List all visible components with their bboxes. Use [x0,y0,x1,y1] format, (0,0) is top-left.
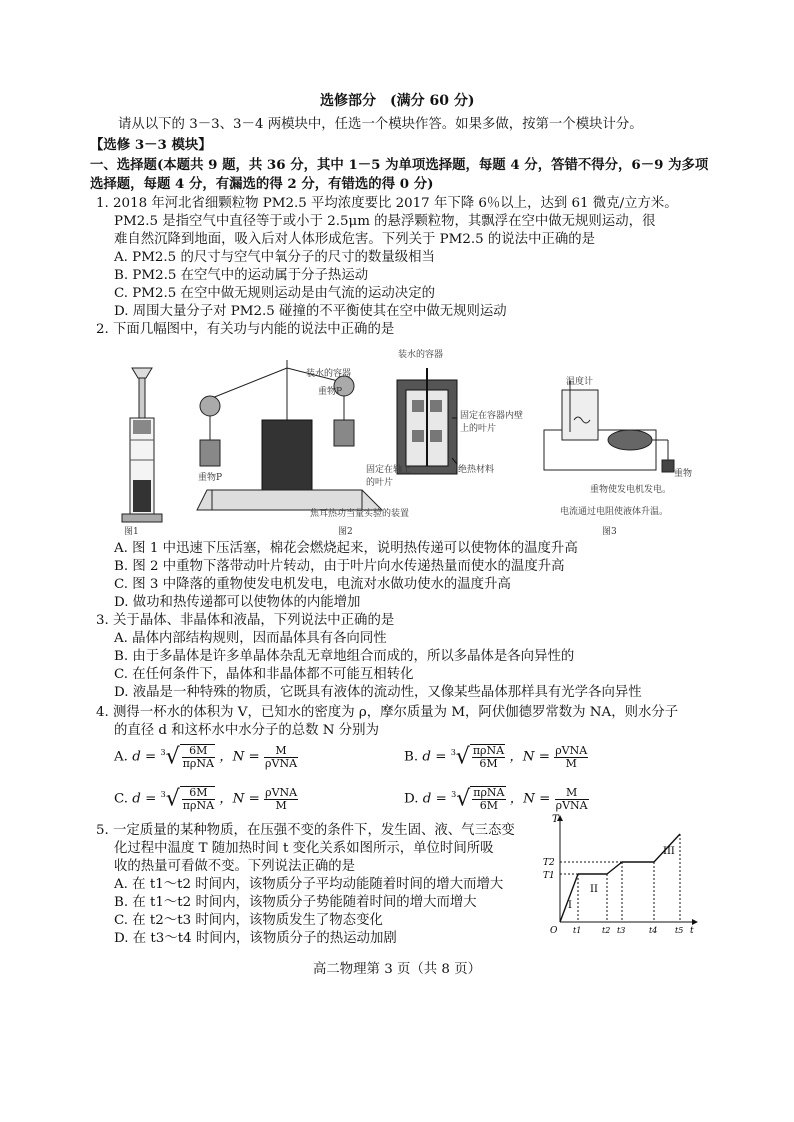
q4-a-radicand [180,744,215,770]
graph-segment-rise2 [607,862,622,874]
fig-caption-joule: 焦耳热功当量实验的装置 [310,509,410,519]
q5-stem-line1: 5. 一定质量的某种物质，在压强不变的条件下，发生固、液、气三态变 [96,823,515,838]
graph-label-t5: t5 [675,926,684,935]
q4-d-label: D. [404,791,419,807]
fig-label-axis-vane: 固定在轴上的叶片 [366,465,412,488]
q4-b-root-index: 3 [450,748,456,758]
sqrt-icon: √ [455,744,470,770]
fig-label-weight: 重物 [674,469,693,479]
fig1-piston-apparatus [122,368,162,522]
q4-b-d-num: πρNA [472,744,505,757]
q2-option-c: C. 图 3 中降落的重物使发电机发电，电流对水做功使水的温度升高 [114,577,511,592]
graph-region-II: II [590,884,598,895]
q4-c-n-num: ρVNA [265,785,298,799]
q2-option-d: D. 做功和热传递都可以使物体的内能增加 [114,595,361,610]
fig-label-container-left: 装水的容器 [306,369,352,379]
fig1-label: 图1 [124,527,139,537]
q4-b-d-eq: d = [422,749,447,765]
q3-stem: 3. 关于晶体、非晶体和液晶，下列说法中正确的是 [96,613,395,628]
q4-d-d-den: 6M [479,799,498,812]
q1-stem-line1: 1. 2018 年河北省细颗粒物 PM2.5 平均浓度要比 2017 年下降 6％以上，达到 61 微克/立方米。 [96,196,678,211]
page-footer: 高二物理第 3 页（共 8 页） [313,962,481,977]
fig-label-container-top: 装水的容器 [398,350,444,360]
q4-d-n-num: M [555,787,589,800]
graph-label-T: T [552,814,559,825]
q4-option-a [114,744,298,770]
q4-a-n-num: M [264,745,298,758]
graph-region-I: I [568,900,572,911]
page-title: 选修部分 (满分 60 分) [320,93,475,109]
graph-label-t2: t2 [602,926,611,935]
q4-a-n-den: ρVNA [265,756,298,770]
q4-c-d-eq: d = [132,791,157,807]
q4-d-d-eq: d = [422,791,447,807]
q5-option-c: C. 在 t2～t3 时间内，该物质发生了物态变化 [114,913,383,928]
fig-caption-generator-1: 重物使发电机发电。 [590,485,672,495]
q4-b-n-num: ρVNA [555,743,588,757]
graph-segment-rise1 [560,874,578,922]
q5-stem-line3: 收的热量可看做不变。下列说法正确的是 [114,859,356,874]
q4-a-n-eq: ，N = [219,749,260,765]
q4-a-d-eq: d = [132,749,157,765]
fig-label-weight-p-left: 重物P [198,473,223,483]
q4-a-root-index: 3 [160,748,166,758]
q4-c-root-index: 3 [160,790,166,800]
q4-stem-line2: 的直径 d 和这杯水中水分子的总数 N 分别为 [114,723,379,738]
q1-stem-line2: PM2.5 是指空气中直径等于或小于 2.5μm 的悬浮颗粒物，其飘浮在空中做无规则运动，很 [114,214,656,229]
fig-label-weight-p-right: 重物P [318,387,343,397]
q5-option-b: B. 在 t1～t2 时间内，该物质分子势能随着时间的增大而增大 [114,895,477,910]
q4-c-d-den: πρNA [182,799,215,812]
graph-label-t3: t3 [617,926,626,935]
q4-c-d-num: 6M [182,787,215,800]
module-label: 【选修 3－3 模块】 [90,137,212,153]
fig2-container-with-vanes [397,368,457,474]
graph-label-t4: t4 [649,926,658,935]
fig2-label: 图2 [338,527,353,537]
graph-label-t: t [690,926,694,936]
q4-b-d-den: 6M [479,757,498,770]
q5-temperature-graph [540,812,700,940]
fig-label-insulation: 绝热材料 [458,465,495,475]
instruction: 请从以下的 3－3、3－4 两模块中，任选一个模块作答。如果多做，按第一个模块计分。 [118,117,643,132]
q4-c-label: C. [114,791,129,807]
fig-label-fixed-vane: 固定在容器内壁上的叶片 [460,411,524,434]
sqrt-icon: √ [165,744,180,770]
q4-b-n-eq: ，N = [509,749,550,765]
q3-option-d: D. 液晶是一种特殊的物质，它既具有液体的流动性，又像某些晶体那样具有光学各向异性 [114,685,642,700]
q4-option-d [404,786,589,812]
section-heading-line2: 选择题，每题 4 分，有漏选的得 2 分，有错选的得 0 分) [90,176,434,192]
q2-option-b: B. 图 2 中重物下落带动叶片转动，由于叶片向水传递热量而使水的温度升高 [114,559,565,574]
fig2-joule-apparatus [197,360,382,510]
q2-option-a: A. 图 1 中迅速下压活塞，棉花会燃烧起来，说明热传递可以使物体的温度升高 [114,541,578,556]
q4-d-n-eq: ，N = [509,791,551,807]
sqrt-icon: √ [165,786,180,812]
q4-d-d-num: πρNA [473,786,505,799]
q4-c-n-eq: ，N = [219,791,260,807]
graph-label-T1: T1 [543,871,555,881]
q4-d-root-index: 3 [451,790,457,800]
q3-option-c: C. 在任何条件下，晶体和非晶体都不可能互相转化 [114,667,414,682]
q4-option-c [114,786,298,812]
q4-b-n-den: M [565,756,577,770]
q4-c-n-den: M [275,798,287,812]
q1-option-c: C. PM2.5 在空中做无规则运动是由气流的运动决定的 [114,286,435,301]
q1-option-b: B. PM2.5 在空气中的运动属于分子热运动 [114,268,369,283]
q1-option-a: A. PM2.5 的尺寸与空气中氧分子的尺寸的数量级相当 [114,250,435,265]
q4-stem-line1: 4. 测得一杯水的体积为 V，已知水的密度为 ρ，摩尔质量为 M，阿伏伽德罗常数为 NA，则水分子 [96,705,679,720]
q5-option-d: D. 在 t3～t4 时间内，该物质分子的热运动加剧 [114,931,397,946]
graph-label-O: O [550,926,558,936]
q4-a-d-den: πρNA [182,757,214,770]
section-heading-line1: 一、选择题(本题共 9 题，共 36 分，其中 1－5 为单项选择题，每题 4 分，答错不得分，6－9 为多项 [90,157,709,173]
graph-label-T2: T2 [543,858,555,868]
q4-a-label: A. [114,749,128,765]
q4-d-n-den: ρVNA [555,798,588,812]
graph-region-III: III [663,846,675,857]
q4-b-label: B. [404,749,419,765]
q4-d-radicand [470,786,505,812]
q4-b-radicand [470,744,505,770]
q3-option-b: B. 由于多晶体是许多单晶体杂乱无章地组合而成的，所以多晶体是各向异性的 [114,649,575,664]
q5-stem-line2: 化过程中温度 T 随加热时间 t 变化关系如图所示，单位时间所吸 [114,841,494,856]
q4-a-d-num: 6M [182,745,215,758]
q4-option-b [404,744,588,770]
q2-stem: 2. 下面几幅图中，有关功与内能的说法中正确的是 [96,322,395,337]
sqrt-icon: √ [456,786,471,812]
q3-option-a: A. 晶体内部结构规则，因而晶体具有各向同性 [114,631,387,646]
fig-label-thermometer: 温度计 [566,377,594,387]
fig3-label: 图3 [602,527,617,537]
fig-caption-generator-2: 电流通过电阻使液体升温。 [560,507,669,517]
fig3-generator-apparatus [544,380,674,472]
q1-stem-line3: 难自然沉降到地面，吸入后对人体形成危害。下列关于 PM2.5 的说法中正确的是 [114,232,596,247]
q4-c-radicand [180,786,215,812]
q1-option-d: D. 周围大量分子对 PM2.5 碰撞的不平衡使其在空中做无规则运动 [114,304,507,319]
q5-option-a: A. 在 t1～t2 时间内，该物质分子平均动能随着时间的增大而增大 [114,877,504,892]
graph-label-t1: t1 [573,926,582,935]
